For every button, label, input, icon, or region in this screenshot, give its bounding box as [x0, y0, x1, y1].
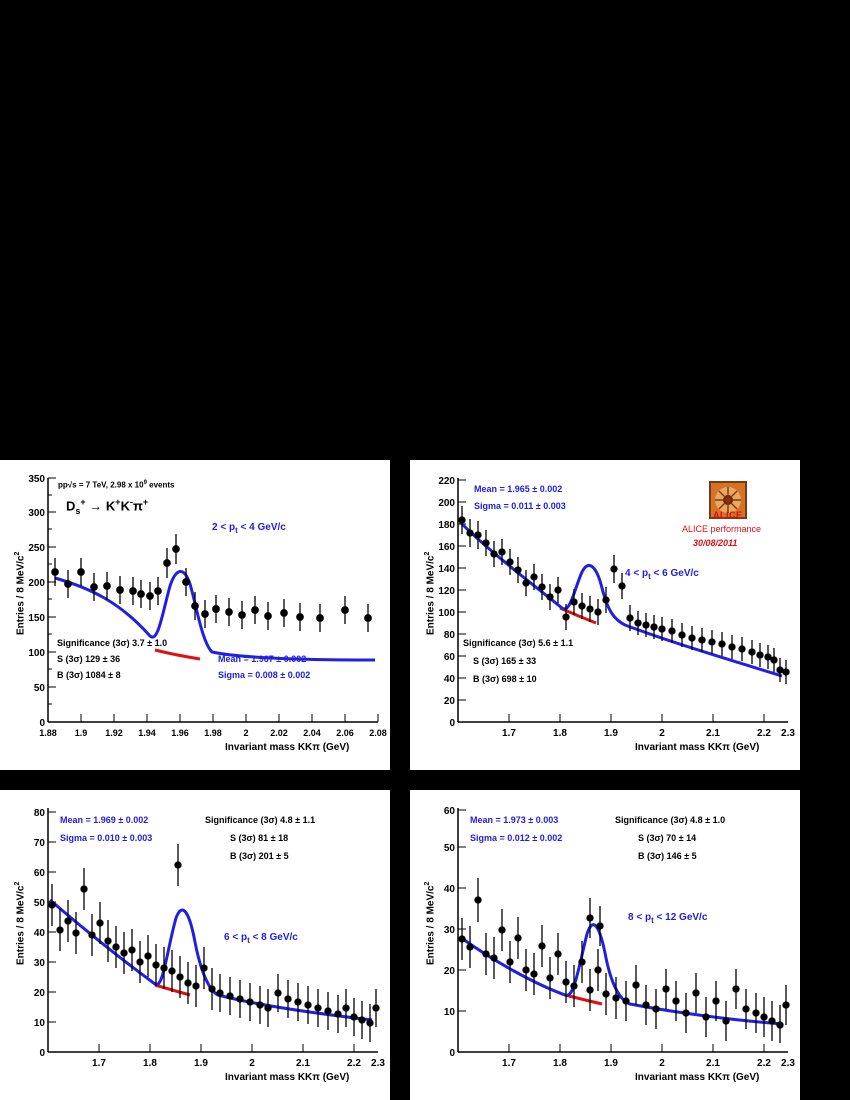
- svg-text:1.88: 1.88: [39, 728, 57, 738]
- pt-range-label: $8 < p_t < 12$ GeV/c: [628, 912, 708, 925]
- decay-label: $D_s^+ \to K^+K^-\pi^+$: [66, 497, 149, 516]
- svg-text:2.06: 2.06: [336, 728, 354, 738]
- svg-text:2: 2: [249, 1058, 255, 1069]
- svg-text:200: 200: [28, 578, 45, 589]
- header-text: pp√s = 7 TeV, 2.98 x $10^9$ events: [58, 480, 175, 490]
- background-counts-label: B (3σ) 1084 ± 8: [57, 670, 121, 680]
- svg-text:70: 70: [33, 838, 45, 849]
- y-axis-label: Entries / 8 MeV/$c^2$: [424, 551, 437, 635]
- y-axis-label: Entries / 8 MeV/$c^2$: [14, 551, 27, 635]
- svg-text:50: 50: [33, 898, 45, 909]
- background-counts-label: B (3σ) 201 ± 5: [230, 851, 289, 861]
- svg-text:2.1: 2.1: [706, 728, 720, 739]
- svg-text:0: 0: [449, 718, 455, 729]
- alice-performance-label: ALICE performance: [682, 524, 762, 534]
- plot-svg-pt2-4: [0, 460, 390, 770]
- svg-text:10: 10: [33, 1018, 45, 1029]
- background-counts-label: B (3σ) 146 ± 5: [638, 851, 697, 861]
- x-axis-label: Invariant mass KKπ (GeV): [635, 742, 760, 753]
- svg-text:2.3: 2.3: [781, 1058, 795, 1069]
- svg-text:10: 10: [443, 1007, 455, 1018]
- signal-counts-label: S (3σ) 165 ± 33: [473, 656, 537, 666]
- x-axis-label: Invariant mass KKπ (GeV): [225, 742, 350, 753]
- svg-text:30: 30: [443, 925, 455, 936]
- svg-text:40: 40: [443, 674, 455, 685]
- svg-text:1.8: 1.8: [553, 1058, 567, 1069]
- plot-svg-pt4-6: [410, 460, 800, 770]
- svg-text:30: 30: [33, 958, 45, 969]
- svg-text:1.7: 1.7: [502, 728, 516, 739]
- plot-panel-pt4-6: [410, 460, 800, 770]
- svg-text:140: 140: [438, 564, 455, 575]
- svg-text:1.9: 1.9: [194, 1058, 208, 1069]
- svg-text:0: 0: [449, 1048, 455, 1059]
- svg-text:1.92: 1.92: [105, 728, 123, 738]
- svg-text:250: 250: [28, 543, 45, 554]
- sigma-label: Sigma = 0.012 ± 0.002: [470, 833, 563, 843]
- svg-text:220: 220: [438, 476, 455, 487]
- x-axis-label: Invariant mass KKπ (GeV): [225, 1072, 350, 1083]
- svg-text:1.9: 1.9: [604, 1058, 618, 1069]
- significance-label: Significance (3σ) 3.7 ± 1.0: [57, 638, 168, 648]
- pt-range-label: $4 < p_t < 6$ GeV/c: [625, 568, 699, 581]
- svg-text:120: 120: [438, 586, 455, 597]
- sigma-label: Sigma = 0.011 ± 0.003: [474, 501, 566, 511]
- svg-text:2.2: 2.2: [347, 1058, 361, 1069]
- svg-text:50: 50: [33, 683, 45, 694]
- svg-text:1.7: 1.7: [92, 1058, 106, 1069]
- mean-label: Mean = 1.973 ± 0.003: [470, 815, 559, 825]
- x-axis-label: Invariant mass KKπ (GeV): [635, 1072, 760, 1083]
- svg-text:1.94: 1.94: [138, 728, 156, 738]
- plot-svg-pt8-12: [410, 790, 800, 1100]
- alice-date-label: 30/08/2011: [693, 538, 738, 548]
- signal-counts-label: S (3σ) 81 ± 18: [230, 833, 289, 843]
- svg-text:0: 0: [39, 718, 45, 729]
- svg-text:2.08: 2.08: [369, 728, 387, 738]
- svg-text:1.98: 1.98: [204, 728, 222, 738]
- svg-text:1.7: 1.7: [502, 1058, 516, 1069]
- svg-text:60: 60: [443, 652, 455, 663]
- svg-text:2.3: 2.3: [371, 1058, 385, 1069]
- svg-text:200: 200: [438, 498, 455, 509]
- svg-text:180: 180: [438, 520, 455, 531]
- svg-text:80: 80: [33, 808, 45, 819]
- plot-panel-pt8-12: [410, 790, 800, 1100]
- svg-text:2: 2: [243, 728, 249, 738]
- svg-text:0: 0: [39, 1048, 45, 1059]
- svg-text:40: 40: [33, 928, 45, 939]
- svg-text:2.1: 2.1: [296, 1058, 310, 1069]
- mean-label: Mean = 1.967 ± 0.002: [218, 654, 307, 664]
- pt-range-label: $2 < p_t < 4$ GeV/c: [212, 522, 286, 535]
- plot-panel-pt2-4: [0, 460, 390, 770]
- significance-label: Significance (3σ) 4.8 ± 1.1: [205, 815, 316, 825]
- svg-text:50: 50: [443, 843, 455, 854]
- svg-text:1.9: 1.9: [74, 728, 88, 738]
- svg-text:100: 100: [438, 608, 455, 619]
- svg-text:2.1: 2.1: [706, 1058, 720, 1069]
- plot-panel-pt6-8: [0, 790, 390, 1100]
- svg-text:300: 300: [28, 508, 45, 519]
- signal-counts-label: S (3σ) 70 ± 14: [638, 833, 697, 843]
- svg-text:60: 60: [443, 806, 455, 817]
- background-counts-label: B (3σ) 698 ± 10: [473, 674, 537, 684]
- mean-label: Mean = 1.965 ± 0.002: [474, 484, 563, 494]
- svg-text:40: 40: [443, 884, 455, 895]
- svg-text:1.8: 1.8: [143, 1058, 157, 1069]
- svg-text:2.2: 2.2: [757, 728, 771, 739]
- sigma-label: Sigma = 0.008 ± 0.002: [218, 670, 311, 680]
- alice-wordmark: ALICE: [713, 510, 743, 520]
- mean-label: Mean = 1.969 ± 0.002: [60, 815, 149, 825]
- plot-svg-pt6-8: [0, 790, 390, 1100]
- svg-text:2.04: 2.04: [303, 728, 321, 738]
- svg-text:350: 350: [28, 474, 45, 485]
- svg-text:20: 20: [443, 696, 455, 707]
- svg-text:150: 150: [28, 613, 45, 624]
- svg-text:2.3: 2.3: [781, 728, 795, 739]
- svg-text:1.96: 1.96: [171, 728, 189, 738]
- svg-text:2.2: 2.2: [757, 1058, 771, 1069]
- svg-text:80: 80: [443, 630, 455, 641]
- svg-text:1.9: 1.9: [604, 728, 618, 739]
- svg-text:160: 160: [438, 542, 455, 553]
- svg-text:1.8: 1.8: [553, 728, 567, 739]
- svg-text:2.02: 2.02: [270, 728, 288, 738]
- svg-text:60: 60: [33, 868, 45, 879]
- pt-range-label: $6 < p_t < 8$ GeV/c: [224, 932, 298, 945]
- svg-text:20: 20: [33, 988, 45, 999]
- signal-counts-label: S (3σ) 129 ± 36: [57, 654, 121, 664]
- svg-text:20: 20: [443, 966, 455, 977]
- y-axis-label: Entries / 8 MeV/$c^2$: [14, 881, 27, 965]
- svg-text:100: 100: [28, 648, 45, 659]
- significance-label: Significance (3σ) 4.8 ± 1.0: [615, 815, 726, 825]
- svg-text:2: 2: [659, 1058, 665, 1069]
- svg-text:2: 2: [659, 728, 665, 739]
- significance-label: Significance (3σ) 5.6 ± 1.1: [463, 638, 574, 648]
- sigma-label: Sigma = 0.010 ± 0.003: [60, 833, 153, 843]
- y-axis-label: Entries / 8 MeV/$c^2$: [424, 881, 437, 965]
